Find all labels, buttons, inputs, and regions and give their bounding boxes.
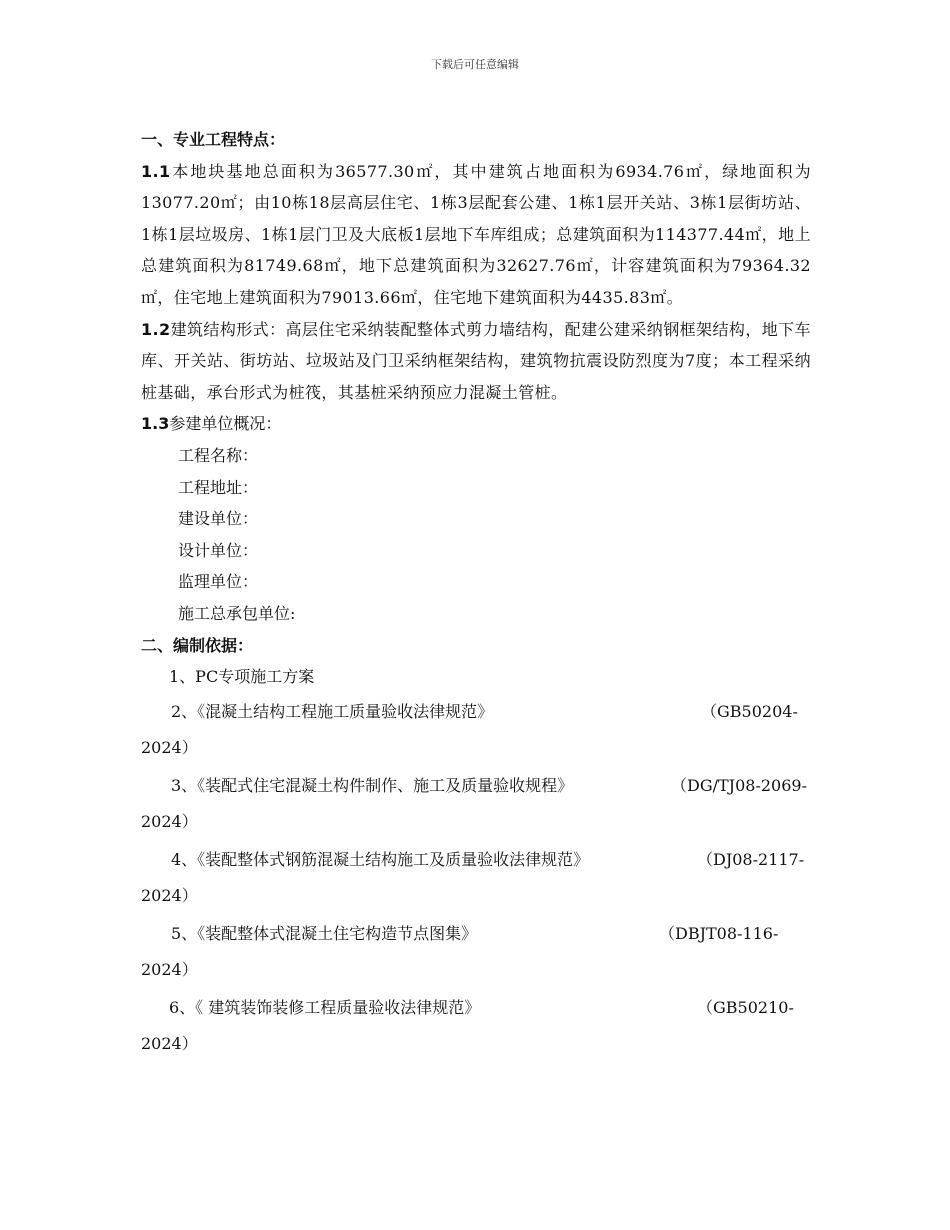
reference-item-4	[141, 841, 811, 915]
reference-item-2	[141, 693, 811, 767]
reference-year: 2024）	[141, 959, 198, 979]
paragraph-number: 1.2	[141, 319, 171, 339]
section-title-1: 一、专业工程特点：	[141, 130, 286, 149]
reference-item-1: 1、PC专项施工方案	[169, 667, 315, 687]
reference-year: 2024）	[141, 1033, 198, 1053]
paragraph-1-1	[141, 156, 811, 314]
field-project-name: 工程名称：	[178, 445, 259, 465]
field-design-unit: 设计单位：	[178, 540, 259, 560]
page-header-note: 下载后可任意编辑	[431, 58, 519, 71]
paragraph-1-2	[141, 314, 811, 409]
reference-item-5	[141, 915, 811, 989]
reference-code: （DBJT08-116-	[659, 923, 779, 943]
reference-item-3	[141, 767, 811, 841]
paragraph-text: 参建单位概况：	[169, 414, 282, 434]
reference-title: 5、《装配整体式混凝土住宅构造节点图集》	[171, 923, 478, 943]
reference-code: （GB50210-	[697, 997, 794, 1017]
reference-title: 3、《装配式住宅混凝土构件制作、施工及质量验收规程》	[171, 775, 574, 795]
paragraph-text: 本地块基地总面积为36577.30㎡，其中建筑占地面积为6934.76㎡，绿地面积为13077.20㎡；由10栋18层高层住宅、1栋3层配套公建、1栋1层开关站、3栋1层街坊站、1栋1层垃圾房、1栋1层门卫及大底板1层地下车库组成；总建筑面积为114377.44㎡，地上总建筑面积为81749.68㎡，地下总建筑面积为32627.76㎡，计容建筑面积为79364.32㎡，住宅地上建筑面积为79013.66㎡，住宅地下建筑面积为4435.83㎡。	[141, 161, 811, 307]
document-body	[141, 124, 811, 1063]
reference-year: 2024）	[141, 811, 198, 831]
field-project-address: 工程地址：	[178, 477, 259, 497]
reference-title: 2、《混凝土结构工程施工质量验收法律规范》	[171, 701, 494, 721]
paragraph-number: 1.3	[141, 414, 170, 434]
section-title-2: 二、编制依据：	[141, 635, 254, 655]
reference-year: 2024）	[141, 737, 198, 757]
reference-item-6	[141, 989, 811, 1063]
paragraph-number: 1.1	[141, 161, 171, 181]
reference-code: （DG/TJ08-2069-	[671, 775, 807, 795]
reference-code: （GB50204-	[701, 701, 798, 721]
reference-code: （DJ08-2117-	[697, 849, 805, 869]
reference-year: 2024）	[141, 885, 198, 905]
reference-title: 4、《装配整体式钢筋混凝土结构施工及质量验收法律规范》	[171, 849, 590, 869]
reference-title: 6、《 建筑装饰装修工程质量验收法律规范》	[169, 997, 481, 1017]
paragraph-text: 建筑结构形式：高层住宅采纳装配整体式剪力墙结构，配建公建采纳钢框架结构，地下车库、开关站、街坊站、垃圾站及门卫采纳框架结构，建筑物抗震设防烈度为7度；本工程采纳桩基础，承台形式为桩筏，其基桩采纳预应力混凝土管桩。	[141, 319, 811, 402]
field-general-contractor: 施工总承包单位:	[178, 603, 296, 623]
field-owner-unit: 建设单位：	[178, 509, 259, 529]
field-supervision-unit: 监理单位：	[178, 572, 259, 592]
paragraph-1-3	[141, 408, 811, 440]
